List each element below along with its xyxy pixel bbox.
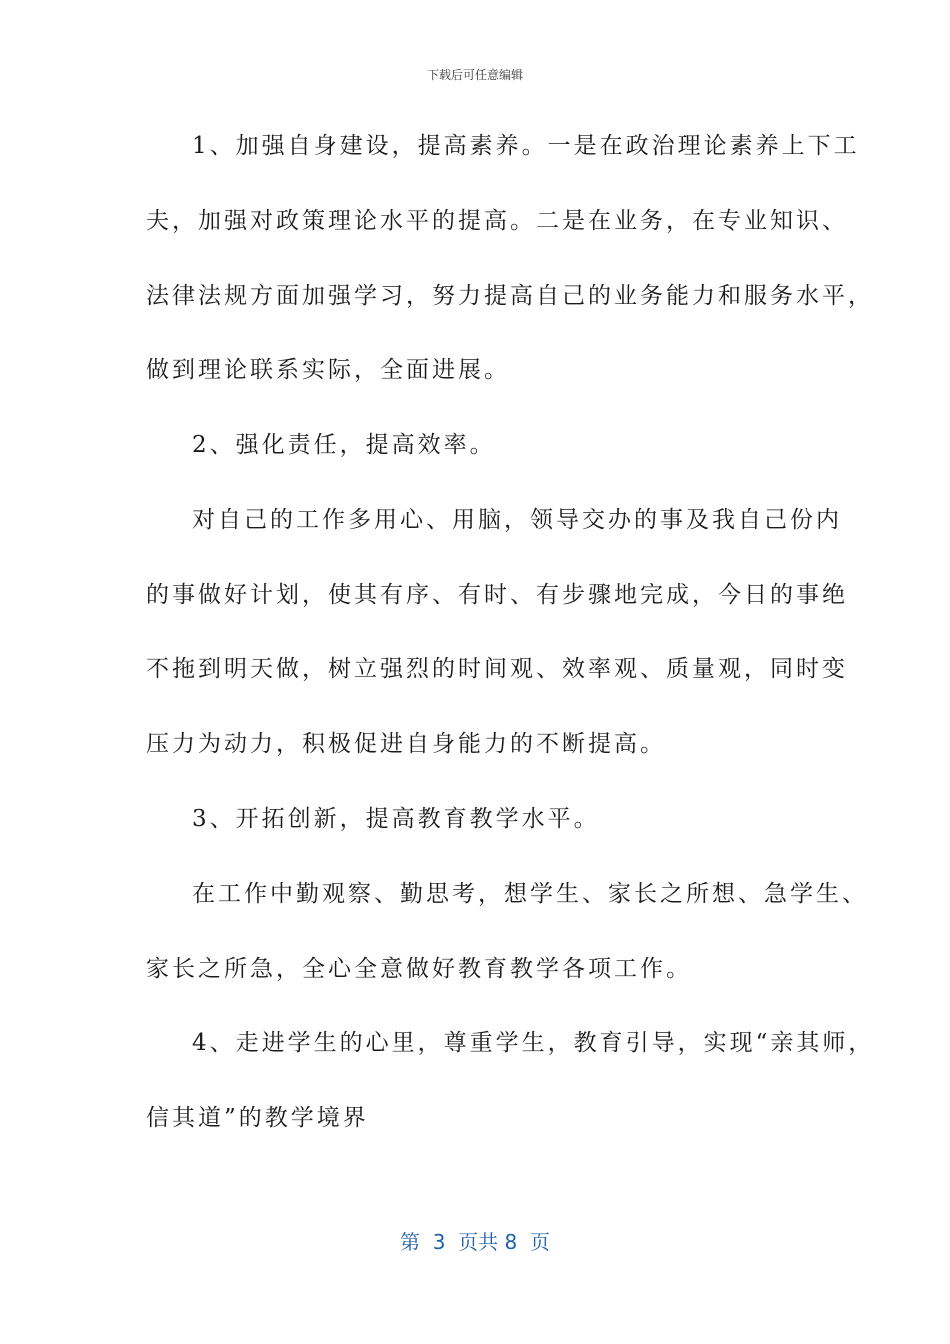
paragraph-6-line-2: 信其道”的教学境界: [146, 1105, 369, 1131]
paragraph-3-line-1: 对自己的工作多用心、用脑，领导交办的事及我自己份内: [192, 507, 842, 533]
paragraph-4-line-1: 3、开拓创新，提高教育教学水平。: [192, 806, 600, 832]
paragraph-1-line-3: 法律法规方面加强学习，努力提高自己的业务能力和服务水平，: [146, 283, 874, 309]
paragraph-2-line-1: 2、强化责任，提高效率。: [192, 432, 496, 458]
paragraph-1-line-1: 1、加强自身建设，提高素养。一是在政治理论素养上下工: [192, 133, 860, 159]
paragraph-5-line-1: 在工作中勤观察、勤思考，想学生、家长之所想、急学生、: [192, 881, 868, 907]
paragraph-1-line-4: 做到理论联系实际，全面进展。: [146, 357, 510, 383]
paragraph-1-line-2: 夫，加强对政策理论水平的提高。二是在业务，在专业知识、: [146, 208, 848, 234]
paragraph-3-line-4: 压力为动力，积极促进自身能力的不断提高。: [146, 731, 666, 757]
paragraph-3-line-3: 不拖到明天做，树立强烈的时间观、效率观、质量观，同时变: [146, 656, 848, 682]
page-number-footer: 第 3 页共 8 页: [400, 1230, 550, 1254]
page-header: 下载后可任意编辑: [426, 68, 523, 82]
paragraph-6-line-1: 4、走进学生的心里，尊重学生，教育引导，实现“亲其师，: [192, 1030, 875, 1056]
paragraph-5-line-2: 家长之所急，全心全意做好教育教学各项工作。: [146, 956, 692, 982]
paragraph-3-line-2: 的事做好计划，使其有序、有时、有步骤地完成，今日的事绝: [146, 582, 848, 608]
